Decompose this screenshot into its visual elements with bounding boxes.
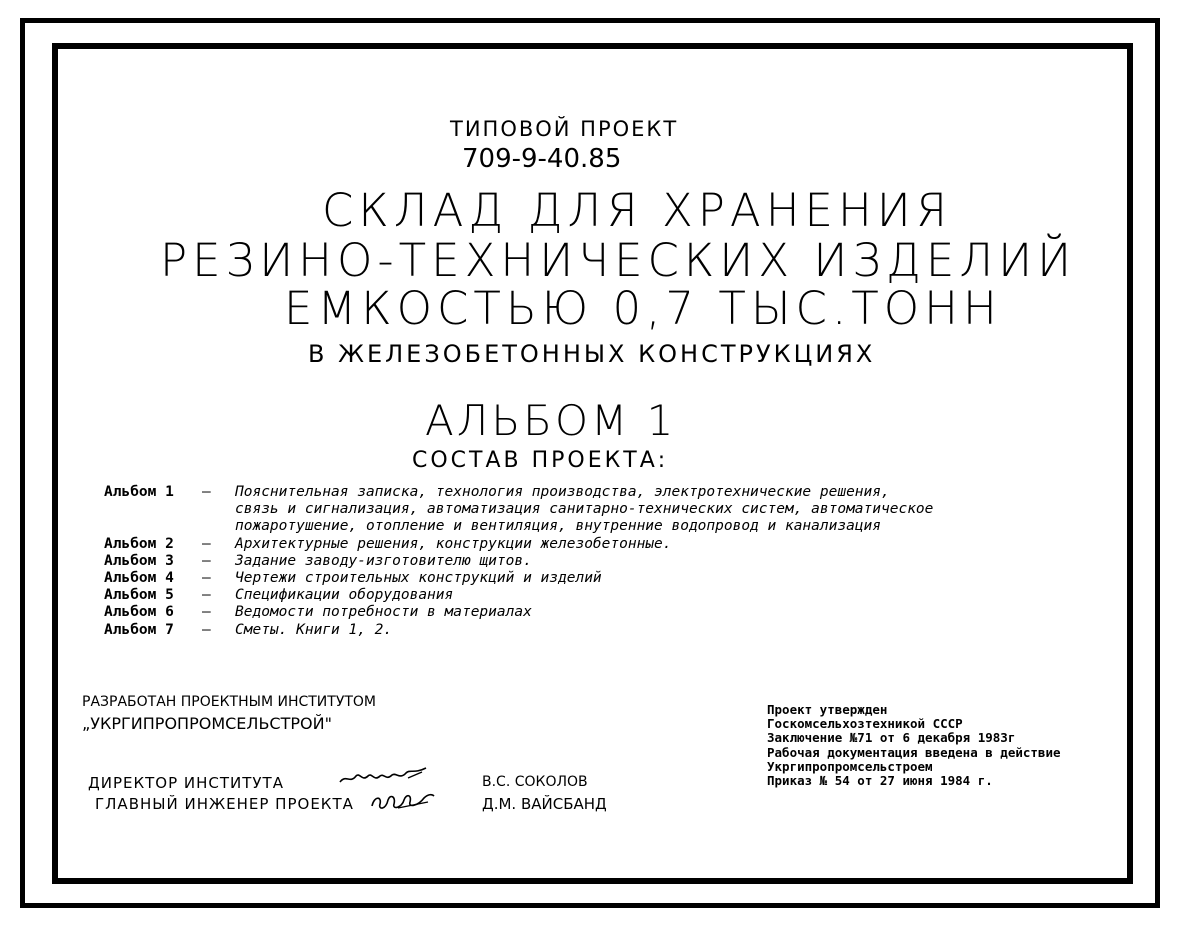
album-dash: — <box>202 621 211 638</box>
album-description: связь и сигнализация, автоматизация санитарно-технических систем, автоматическое <box>235 501 934 518</box>
album-name: Альбом 6 <box>104 604 174 621</box>
approval-line: Укргипропромсельстроем <box>767 758 933 774</box>
album-description: Пояснительная записка, технология производства, электротехнические решения, <box>235 484 890 500</box>
title-line-2: РЕЗИНО-ТЕХНИЧЕСКИХ ИЗДЕЛИЙ <box>160 234 1077 287</box>
approval-line: Заключение №71 от 6 декабря 1983г <box>767 730 1016 746</box>
album-description: Спецификации оборудования <box>235 587 454 604</box>
title-line-3: ЕМКОСТЬЮ 0,7 ТЫС.ТОНН <box>284 282 1002 335</box>
approval-line: Приказ № 54 от 27 июня 1984 г. <box>767 773 993 789</box>
album-dash: — <box>202 587 211 604</box>
album-name: Альбом 5 <box>104 587 174 604</box>
approval-line: Госкомсельхозтехникой СССР <box>767 716 963 732</box>
developer-label: РАЗРАБОТАН ПРОЕКТНЫМ ИНСТИТУТОМ <box>82 694 377 710</box>
engineer-signature-icon <box>368 788 438 814</box>
developer-institute: „УКРГИПРОПРОМСЕЛЬСТРОЙ" <box>82 714 332 733</box>
director-name: В.С. СОКОЛОВ <box>482 774 588 790</box>
album-name: Альбом 4 <box>104 569 174 586</box>
album-name: Альбом 7 <box>104 621 174 638</box>
engineer-title: ГЛАВНЫЙ ИНЖЕНЕР ПРОЕКТА <box>95 795 354 813</box>
album-description: Сметы. Книги 1, 2. <box>235 621 393 638</box>
album-name: Альбом 1 <box>104 484 174 500</box>
director-signature-icon <box>338 764 430 788</box>
approval-line: Рабочая документация введена в действие <box>767 744 1061 760</box>
album-description: Чертежи строительных конструкций и изделий <box>235 569 602 586</box>
subtitle: В ЖЕЛЕЗОБЕТОННЫХ КОНСТРУКЦИЯХ <box>308 340 876 368</box>
approval-block <box>767 703 1061 788</box>
project-label: ТИПОВОЙ ПРОЕКТ <box>450 117 679 141</box>
album-description: Задание заводу-изготовителю щитов. <box>235 552 532 569</box>
album-description: пожаротушение, отопление и вентиляция, внутренние водопровод и канализация <box>235 518 882 535</box>
album-dash: — <box>202 535 211 552</box>
album-name: Альбом 2 <box>104 535 174 552</box>
project-number: 709-9-40.85 <box>462 144 622 174</box>
engineer-name: Д.М. ВАЙСБАНД <box>482 795 607 813</box>
album-name: Альбом 3 <box>104 552 174 569</box>
approval-line: Проект утвержден <box>767 702 888 717</box>
director-title: ДИРЕКТОР ИНСТИТУТА <box>88 774 284 792</box>
title-line-1: СКЛАД ДЛЯ ХРАНЕНИЯ <box>322 184 953 237</box>
album-description: Ведомости потребности в материалах <box>235 604 532 621</box>
album-dash: — <box>202 604 211 621</box>
album-dash: — <box>202 569 211 586</box>
album-title: АЛЬБОМ 1 <box>425 396 677 445</box>
album-dash: — <box>202 484 211 500</box>
album-dash: — <box>202 552 211 569</box>
album-description: Архитектурные решения, конструкции железобетонные. <box>235 535 672 552</box>
composition-heading: СОСТАВ ПРОЕКТА: <box>412 448 669 473</box>
